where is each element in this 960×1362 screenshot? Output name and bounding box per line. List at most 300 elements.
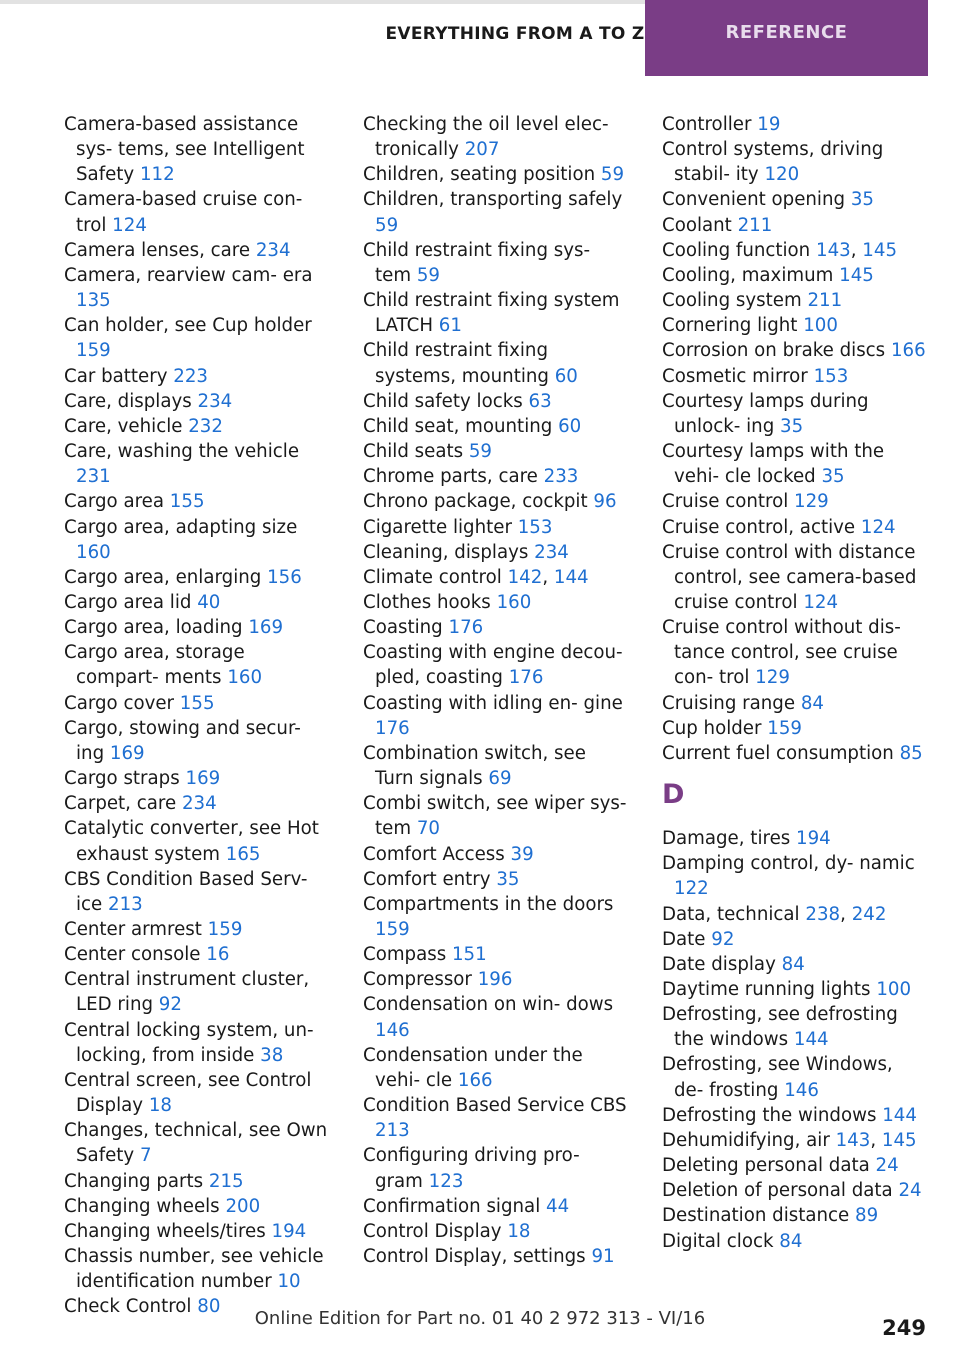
page-separator: , bbox=[542, 566, 554, 588]
page-link[interactable]: 84 bbox=[800, 692, 824, 714]
page-link[interactable]: 35 bbox=[780, 415, 804, 437]
index-entry bbox=[363, 691, 628, 741]
index-entry bbox=[64, 414, 329, 439]
page-link[interactable]: 63 bbox=[528, 390, 552, 412]
index-entry-label: Climate control bbox=[363, 566, 508, 588]
page-link[interactable]: 129 bbox=[755, 667, 790, 689]
page-link[interactable]: 207 bbox=[464, 139, 500, 161]
page-link[interactable]: 145 bbox=[881, 1129, 917, 1151]
index-entry bbox=[662, 851, 927, 901]
page-link[interactable]: 44 bbox=[546, 1195, 570, 1217]
index-entry-label: Catalytic converter, see Hot exhaust system bbox=[64, 818, 319, 865]
index-entry bbox=[64, 112, 329, 187]
index-entry-label: Cruise control without dis- tance control, see cruise con- trol bbox=[662, 617, 901, 689]
index-entry-label: Cooling function bbox=[662, 239, 816, 261]
index-entry-label: Child restraint fixing sys- tem bbox=[363, 239, 591, 286]
page-separator: , bbox=[870, 1129, 882, 1151]
page-link[interactable]: 59 bbox=[416, 264, 440, 286]
page-link[interactable]: 155 bbox=[179, 692, 215, 714]
index-entry-label: Central locking system, un- locking, from inside bbox=[64, 1019, 314, 1066]
index-entry bbox=[363, 892, 628, 942]
index-entry-label: Camera-based assistance sys- tems, see Intelligent Safety bbox=[64, 114, 305, 186]
index-entry bbox=[64, 967, 329, 1017]
index-entry-label: Controller bbox=[662, 114, 758, 135]
index-entry bbox=[363, 439, 628, 464]
index-entry-label: Center console bbox=[64, 944, 207, 966]
index-entry-label: Cargo area, adapting size bbox=[64, 516, 298, 538]
index-entry-label: Condition Based Service CBS bbox=[363, 1095, 627, 1117]
index-column-3 bbox=[662, 112, 927, 1254]
index-entry bbox=[64, 1118, 329, 1168]
index-entry-label: Cargo, stowing and secur- ing bbox=[64, 717, 301, 764]
edition-note: Online Edition for Part no. 01 40 2 972 313 - VI/16 bbox=[254, 1308, 706, 1329]
page-link[interactable]: 160 bbox=[496, 591, 532, 613]
index-entry bbox=[662, 213, 927, 238]
index-entry-label: Cargo area lid bbox=[64, 591, 198, 613]
index-entry-label: Deleting personal data bbox=[662, 1155, 876, 1177]
index-entry-label: Damping control, dy- namic bbox=[662, 853, 915, 875]
index-entry bbox=[363, 565, 628, 590]
page-link[interactable]: 124 bbox=[803, 591, 839, 613]
index-entry bbox=[64, 238, 329, 263]
page-link[interactable]: 144 bbox=[882, 1104, 917, 1126]
page-link[interactable]: 7 bbox=[139, 1145, 152, 1167]
index-entry bbox=[64, 313, 329, 363]
index-entry-label: Children, transporting safely bbox=[363, 189, 623, 211]
index-entry-label: Control systems, driving stabil- ity bbox=[662, 139, 884, 186]
index-entry bbox=[363, 615, 628, 640]
index-entry bbox=[662, 187, 927, 212]
page-link[interactable]: 92 bbox=[711, 928, 735, 950]
index-entry-label: Care, displays bbox=[64, 390, 198, 412]
page-link[interactable]: 151 bbox=[451, 944, 487, 966]
page-number: 249 bbox=[882, 1316, 926, 1340]
page-link[interactable]: 146 bbox=[784, 1079, 819, 1101]
page-link[interactable]: 112 bbox=[139, 164, 175, 186]
page-link[interactable]: 159 bbox=[207, 919, 243, 940]
index-entry bbox=[363, 1093, 628, 1143]
index-entry bbox=[363, 238, 628, 288]
index-entry-label: Date display bbox=[662, 953, 782, 975]
index-entry-label: Child restraint fixing systems, mounting bbox=[363, 340, 555, 387]
index-entry-label: Condensation under the vehi- cle bbox=[363, 1044, 583, 1091]
index-entry-label: Checking the oil level elec- tronically bbox=[363, 114, 609, 161]
index-entry-label: Cruise control bbox=[662, 491, 795, 513]
index-entry bbox=[363, 1143, 628, 1193]
page-link[interactable]: 35 bbox=[821, 466, 845, 488]
index-entry bbox=[64, 691, 329, 716]
index-column-1 bbox=[64, 112, 329, 1320]
index-entry bbox=[363, 640, 628, 690]
index-entry bbox=[64, 766, 329, 791]
index-entry-label: Coolant bbox=[662, 214, 738, 236]
page-link[interactable]: 38 bbox=[260, 1044, 284, 1066]
index-entry-label: Cargo area bbox=[64, 491, 170, 513]
index-entry bbox=[662, 1153, 927, 1178]
index-entry bbox=[64, 389, 329, 414]
index-entry bbox=[363, 288, 628, 338]
index-entry bbox=[363, 489, 628, 514]
index-entry-label: Central screen, see Control Display bbox=[64, 1069, 312, 1117]
page-link[interactable]: 18 bbox=[507, 1220, 531, 1242]
index-entry-label: Center armrest bbox=[64, 919, 208, 940]
index-entry bbox=[64, 489, 329, 514]
index-entry bbox=[64, 816, 329, 866]
page-link[interactable]: 213 bbox=[375, 1120, 410, 1142]
index-entry bbox=[363, 540, 628, 565]
index-entry bbox=[363, 967, 628, 992]
index-entry bbox=[662, 313, 927, 338]
index-entry bbox=[363, 414, 628, 439]
index-entry bbox=[662, 540, 927, 615]
index-entry-label: Control Display bbox=[363, 1220, 508, 1242]
index-entry-label: Child seats bbox=[363, 441, 469, 463]
index-entry bbox=[363, 590, 628, 615]
index-entry bbox=[662, 338, 927, 363]
index-entry bbox=[64, 439, 329, 489]
page-link[interactable]: 169 bbox=[185, 768, 221, 790]
page-link[interactable]: 159 bbox=[76, 340, 111, 362]
page-link[interactable]: 165 bbox=[225, 843, 261, 865]
index-entry-label: Corrosion on brake discs bbox=[662, 340, 891, 362]
page-link[interactable]: 60 bbox=[558, 415, 582, 437]
index-entry-label: Cleaning, displays bbox=[363, 541, 535, 563]
index-entry bbox=[662, 826, 927, 851]
index-entry bbox=[662, 615, 927, 690]
reference-tab-label: REFERENCE bbox=[725, 22, 848, 43]
index-entry-label: Care, washing the vehicle bbox=[64, 441, 300, 463]
index-entry-label: Cargo cover bbox=[64, 692, 180, 714]
index-entry-label: Compass bbox=[363, 944, 452, 966]
page-link[interactable]: 59 bbox=[600, 164, 625, 186]
index-entry bbox=[363, 1043, 628, 1093]
page-link[interactable]: 10 bbox=[277, 1271, 301, 1293]
page-link[interactable]: 124 bbox=[112, 214, 147, 236]
page-link[interactable]: 159 bbox=[375, 919, 410, 940]
index-entry bbox=[363, 942, 628, 967]
letter-heading: D bbox=[662, 779, 685, 811]
index-entry-label: Damage, tires bbox=[662, 828, 797, 850]
index-entry-label: Child seat, mounting bbox=[363, 415, 559, 437]
index-entry bbox=[363, 741, 628, 791]
index-entry bbox=[662, 977, 927, 1002]
page-link[interactable]: 89 bbox=[855, 1205, 879, 1227]
index-entry bbox=[64, 716, 329, 766]
index-entry bbox=[363, 464, 628, 489]
page-link[interactable]: 39 bbox=[510, 843, 534, 865]
index-entry-label: Condensation on win- dows bbox=[363, 994, 614, 1016]
index-entry bbox=[363, 842, 628, 867]
page-link[interactable]: 215 bbox=[208, 1170, 244, 1192]
index-entry bbox=[64, 867, 329, 917]
index-entry-label: Data, technical bbox=[662, 903, 806, 925]
page-link[interactable]: 40 bbox=[197, 591, 221, 613]
index-entry-label: Check Control bbox=[64, 1296, 198, 1318]
index-entry-label: Compressor bbox=[363, 969, 478, 991]
index-entry-label: Comfort entry bbox=[363, 868, 497, 890]
page-link[interactable]: 169 bbox=[109, 742, 145, 764]
page-link[interactable]: 143 bbox=[835, 1129, 871, 1151]
page-link[interactable]: 129 bbox=[794, 491, 829, 513]
page-link[interactable]: 69 bbox=[488, 768, 512, 790]
index-entry-label: Care, vehicle bbox=[64, 415, 189, 437]
page-link[interactable]: 242 bbox=[851, 903, 887, 925]
index-entry-label: Deletion of personal data bbox=[662, 1180, 899, 1202]
page-link[interactable]: 160 bbox=[76, 541, 111, 563]
index-entry bbox=[363, 791, 628, 841]
page-link[interactable]: 144 bbox=[793, 1029, 829, 1051]
page-link[interactable]: 19 bbox=[757, 114, 781, 135]
page-link[interactable]: 211 bbox=[737, 214, 773, 236]
index-entry bbox=[662, 1052, 927, 1102]
index-entry-label: Cup holder bbox=[662, 717, 768, 739]
page-link[interactable]: 91 bbox=[591, 1246, 615, 1268]
index-entry bbox=[363, 515, 628, 540]
index-column-2 bbox=[363, 112, 628, 1269]
index-entry bbox=[662, 741, 927, 766]
page-link[interactable]: 61 bbox=[438, 315, 462, 337]
page-link[interactable]: 96 bbox=[593, 491, 617, 513]
index-entry-label: Combi switch, see wiper sys- tem bbox=[363, 793, 627, 840]
page-link[interactable]: 84 bbox=[779, 1230, 803, 1252]
index-entry-label: Camera, rearview cam- era bbox=[64, 264, 313, 286]
index-entry bbox=[64, 791, 329, 816]
page-link[interactable]: 200 bbox=[225, 1195, 261, 1217]
page-link[interactable]: 135 bbox=[76, 290, 111, 312]
index-entry-label: Camera-based cruise con- trol bbox=[64, 189, 303, 236]
index-entry-label: Dehumidifying, air bbox=[662, 1129, 836, 1151]
index-entry-label: Cargo area, enlarging bbox=[64, 566, 268, 588]
index-entry-label: Children, seating position bbox=[363, 164, 601, 186]
page-link[interactable]: 211 bbox=[807, 290, 843, 312]
index-entry-label: Camera lenses, care bbox=[64, 239, 256, 261]
index-entry bbox=[662, 238, 927, 263]
index-entry-label: Coasting with engine decou- pled, coasting bbox=[363, 642, 623, 689]
index-entry bbox=[64, 515, 329, 565]
index-entry bbox=[662, 112, 927, 137]
page-link[interactable]: 16 bbox=[206, 944, 230, 966]
index-entry bbox=[64, 1018, 329, 1068]
index-entry-label: Configuring driving pro- gram bbox=[363, 1145, 580, 1192]
index-entry-label: Cargo area, storage compart- ments bbox=[64, 642, 245, 689]
page-link[interactable]: 59 bbox=[468, 441, 493, 463]
index-entry-label: Courtesy lamps with the vehi- cle locked bbox=[662, 441, 885, 488]
index-entry-label: Confirmation signal bbox=[363, 1195, 547, 1217]
index-entry bbox=[363, 1219, 628, 1244]
index-entry bbox=[662, 489, 927, 514]
index-entry bbox=[64, 1169, 329, 1194]
index-entry-label: Cigarette lighter bbox=[363, 516, 518, 538]
index-entry-label: Cosmetic mirror bbox=[662, 365, 814, 387]
index-entry bbox=[64, 640, 329, 690]
page-link[interactable]: 123 bbox=[428, 1170, 464, 1192]
index-entry bbox=[363, 992, 628, 1042]
index-entry-label: Chrono package, cockpit bbox=[363, 491, 594, 513]
page-link[interactable]: 35 bbox=[850, 189, 874, 211]
index-entry-label: Destination distance bbox=[662, 1205, 855, 1227]
page-link[interactable]: 85 bbox=[899, 742, 923, 764]
page-link[interactable]: 35 bbox=[496, 868, 520, 890]
page-link[interactable]: 213 bbox=[108, 893, 143, 915]
index-entry bbox=[662, 716, 927, 741]
index-entry-label: Changing parts bbox=[64, 1170, 209, 1192]
index-entry bbox=[363, 187, 628, 237]
index-entry bbox=[363, 338, 628, 388]
index-entry bbox=[662, 1128, 927, 1153]
page-link[interactable]: 232 bbox=[188, 415, 223, 437]
index-entry-label: Courtesy lamps during unlock- ing bbox=[662, 390, 869, 437]
index-entry-label: Coasting with idling en- gine bbox=[363, 692, 623, 714]
page-link[interactable]: 122 bbox=[674, 878, 709, 900]
index-entry-label: Defrosting, see defrosting the windows bbox=[662, 1004, 898, 1051]
index-entry-label: Defrosting, see Windows, de- frosting bbox=[662, 1054, 893, 1101]
index-entry bbox=[662, 439, 927, 489]
page-link[interactable]: 223 bbox=[173, 365, 208, 387]
page-link[interactable]: 160 bbox=[227, 667, 263, 689]
index-entry-label: Control Display, settings bbox=[363, 1246, 592, 1268]
index-entry bbox=[64, 187, 329, 237]
index-entry-label: Current fuel consumption bbox=[662, 742, 900, 764]
page-link[interactable]: 144 bbox=[553, 566, 589, 588]
index-entry-label: Child restraint fixing system LATCH bbox=[363, 290, 620, 337]
index-entry bbox=[662, 263, 927, 288]
page-link[interactable]: 153 bbox=[517, 516, 553, 538]
page-link[interactable]: 166 bbox=[457, 1069, 493, 1091]
index-entry-label: Changing wheels bbox=[64, 1195, 226, 1217]
page-link[interactable]: 194 bbox=[796, 828, 831, 850]
index-entry-label: Cooling system bbox=[662, 290, 808, 312]
page-link[interactable]: 142 bbox=[507, 566, 543, 588]
index-entry-label: Daytime running lights bbox=[662, 979, 877, 1000]
header-rule bbox=[0, 0, 645, 4]
page-link[interactable]: 124 bbox=[860, 516, 896, 538]
page-link[interactable]: 18 bbox=[148, 1095, 172, 1117]
index-entry bbox=[662, 515, 927, 540]
index-entry bbox=[662, 1178, 927, 1203]
index-entry bbox=[662, 288, 927, 313]
page-link[interactable]: 80 bbox=[197, 1296, 221, 1318]
index-entry-label: Cargo straps bbox=[64, 768, 186, 790]
index-entry bbox=[662, 691, 927, 716]
page-link[interactable]: 70 bbox=[416, 818, 440, 840]
index-entry-label: Child safety locks bbox=[363, 390, 529, 412]
index-entry-label: Carpet, care bbox=[64, 793, 182, 815]
page-link[interactable]: 176 bbox=[375, 717, 410, 739]
index-entry-label: Convenient opening bbox=[662, 189, 851, 211]
page-link[interactable]: 196 bbox=[477, 969, 513, 991]
index-entry-label: Clothes hooks bbox=[363, 591, 497, 613]
index-entry bbox=[662, 952, 927, 977]
index-entry bbox=[662, 902, 927, 927]
index-entry bbox=[363, 867, 628, 892]
index-entry-label: Compartments in the doors bbox=[363, 893, 614, 915]
index-entry-label: Date bbox=[662, 928, 712, 950]
index-entry-label: Combination switch, see Turn signals bbox=[363, 742, 586, 790]
page-link[interactable]: 24 bbox=[875, 1155, 899, 1177]
index-entry-label: Cruising range bbox=[662, 692, 801, 714]
page-link[interactable]: 84 bbox=[781, 953, 805, 975]
index-entry bbox=[64, 942, 329, 967]
index-entry bbox=[64, 590, 329, 615]
page-link[interactable]: 231 bbox=[76, 466, 111, 488]
page-link[interactable]: 176 bbox=[448, 617, 484, 639]
page-link[interactable]: 143 bbox=[816, 239, 851, 261]
page-link[interactable]: 234 bbox=[181, 793, 217, 815]
page-link[interactable]: 60 bbox=[554, 365, 578, 387]
index-entry bbox=[662, 1203, 927, 1228]
index-entry bbox=[363, 112, 628, 162]
index-entry-label: Central instrument cluster, LED ring bbox=[64, 969, 310, 1016]
page-link[interactable]: 24 bbox=[898, 1180, 922, 1202]
page-link[interactable]: 234 bbox=[255, 239, 291, 261]
index-entry-label: Comfort Access bbox=[363, 843, 511, 865]
page-link[interactable]: 145 bbox=[839, 264, 874, 286]
index-entry bbox=[662, 389, 927, 439]
index-entry-label: Can holder, see Cup holder bbox=[64, 315, 312, 337]
page-link[interactable]: 145 bbox=[862, 239, 898, 261]
index-entry bbox=[662, 1103, 927, 1128]
index-entry bbox=[662, 364, 927, 389]
page-link[interactable]: 194 bbox=[271, 1220, 307, 1242]
index-entry bbox=[64, 615, 329, 640]
index-entry bbox=[662, 137, 927, 187]
page-separator: , bbox=[850, 239, 863, 261]
page-link[interactable]: 120 bbox=[764, 164, 800, 186]
index-entry-label: Chassis number, see vehicle identification number bbox=[64, 1246, 324, 1293]
index-entry-label: Cooling, maximum bbox=[662, 264, 840, 286]
index-entry-label: Cruise control, active bbox=[662, 516, 861, 538]
index-entry-label: CBS Condition Based Serv- ice bbox=[64, 868, 308, 915]
section-title: EVERYTHING FROM A TO Z bbox=[385, 24, 645, 44]
index-entry bbox=[662, 1002, 927, 1052]
page-link[interactable]: 169 bbox=[248, 617, 284, 639]
page-link[interactable]: 159 bbox=[767, 717, 802, 739]
index-entry-label: Digital clock bbox=[662, 1230, 780, 1252]
page-link[interactable]: 146 bbox=[375, 1019, 410, 1041]
page-link[interactable]: 233 bbox=[543, 466, 579, 488]
index-entry bbox=[64, 1068, 329, 1118]
index-entry bbox=[64, 364, 329, 389]
page-link[interactable]: 176 bbox=[508, 667, 544, 689]
index-entry-label: Coasting bbox=[363, 617, 449, 639]
index-entry bbox=[363, 389, 628, 414]
page-link[interactable]: 100 bbox=[876, 979, 912, 1000]
page-link[interactable]: 59 bbox=[375, 214, 399, 236]
page-link[interactable]: 100 bbox=[803, 315, 838, 337]
page-link[interactable]: 156 bbox=[267, 566, 302, 588]
index-entry bbox=[662, 1229, 927, 1254]
index-entry-label: Cornering light bbox=[662, 315, 804, 337]
page-link[interactable]: 234 bbox=[197, 390, 233, 412]
page-link[interactable]: 234 bbox=[534, 541, 569, 563]
page-link[interactable]: 92 bbox=[158, 994, 182, 1016]
index-entry-label: Cargo area, loading bbox=[64, 617, 249, 639]
page-link[interactable]: 238 bbox=[805, 903, 841, 925]
page-link[interactable]: 155 bbox=[169, 491, 205, 513]
page-link[interactable]: 166 bbox=[890, 340, 926, 362]
index-entry-label: Changing wheels/tires bbox=[64, 1220, 272, 1242]
index-entry-label: Car battery bbox=[64, 365, 174, 387]
index-entry bbox=[64, 1194, 329, 1219]
index-entry-label: Chrome parts, care bbox=[363, 466, 544, 488]
index-entry-label: Defrosting the windows bbox=[662, 1104, 883, 1126]
index-entry bbox=[64, 917, 329, 942]
reference-tab bbox=[645, 0, 928, 76]
index-entry bbox=[363, 162, 628, 187]
page-link[interactable]: 153 bbox=[813, 365, 849, 387]
index-entry bbox=[363, 1244, 628, 1269]
index-entry bbox=[64, 263, 329, 313]
